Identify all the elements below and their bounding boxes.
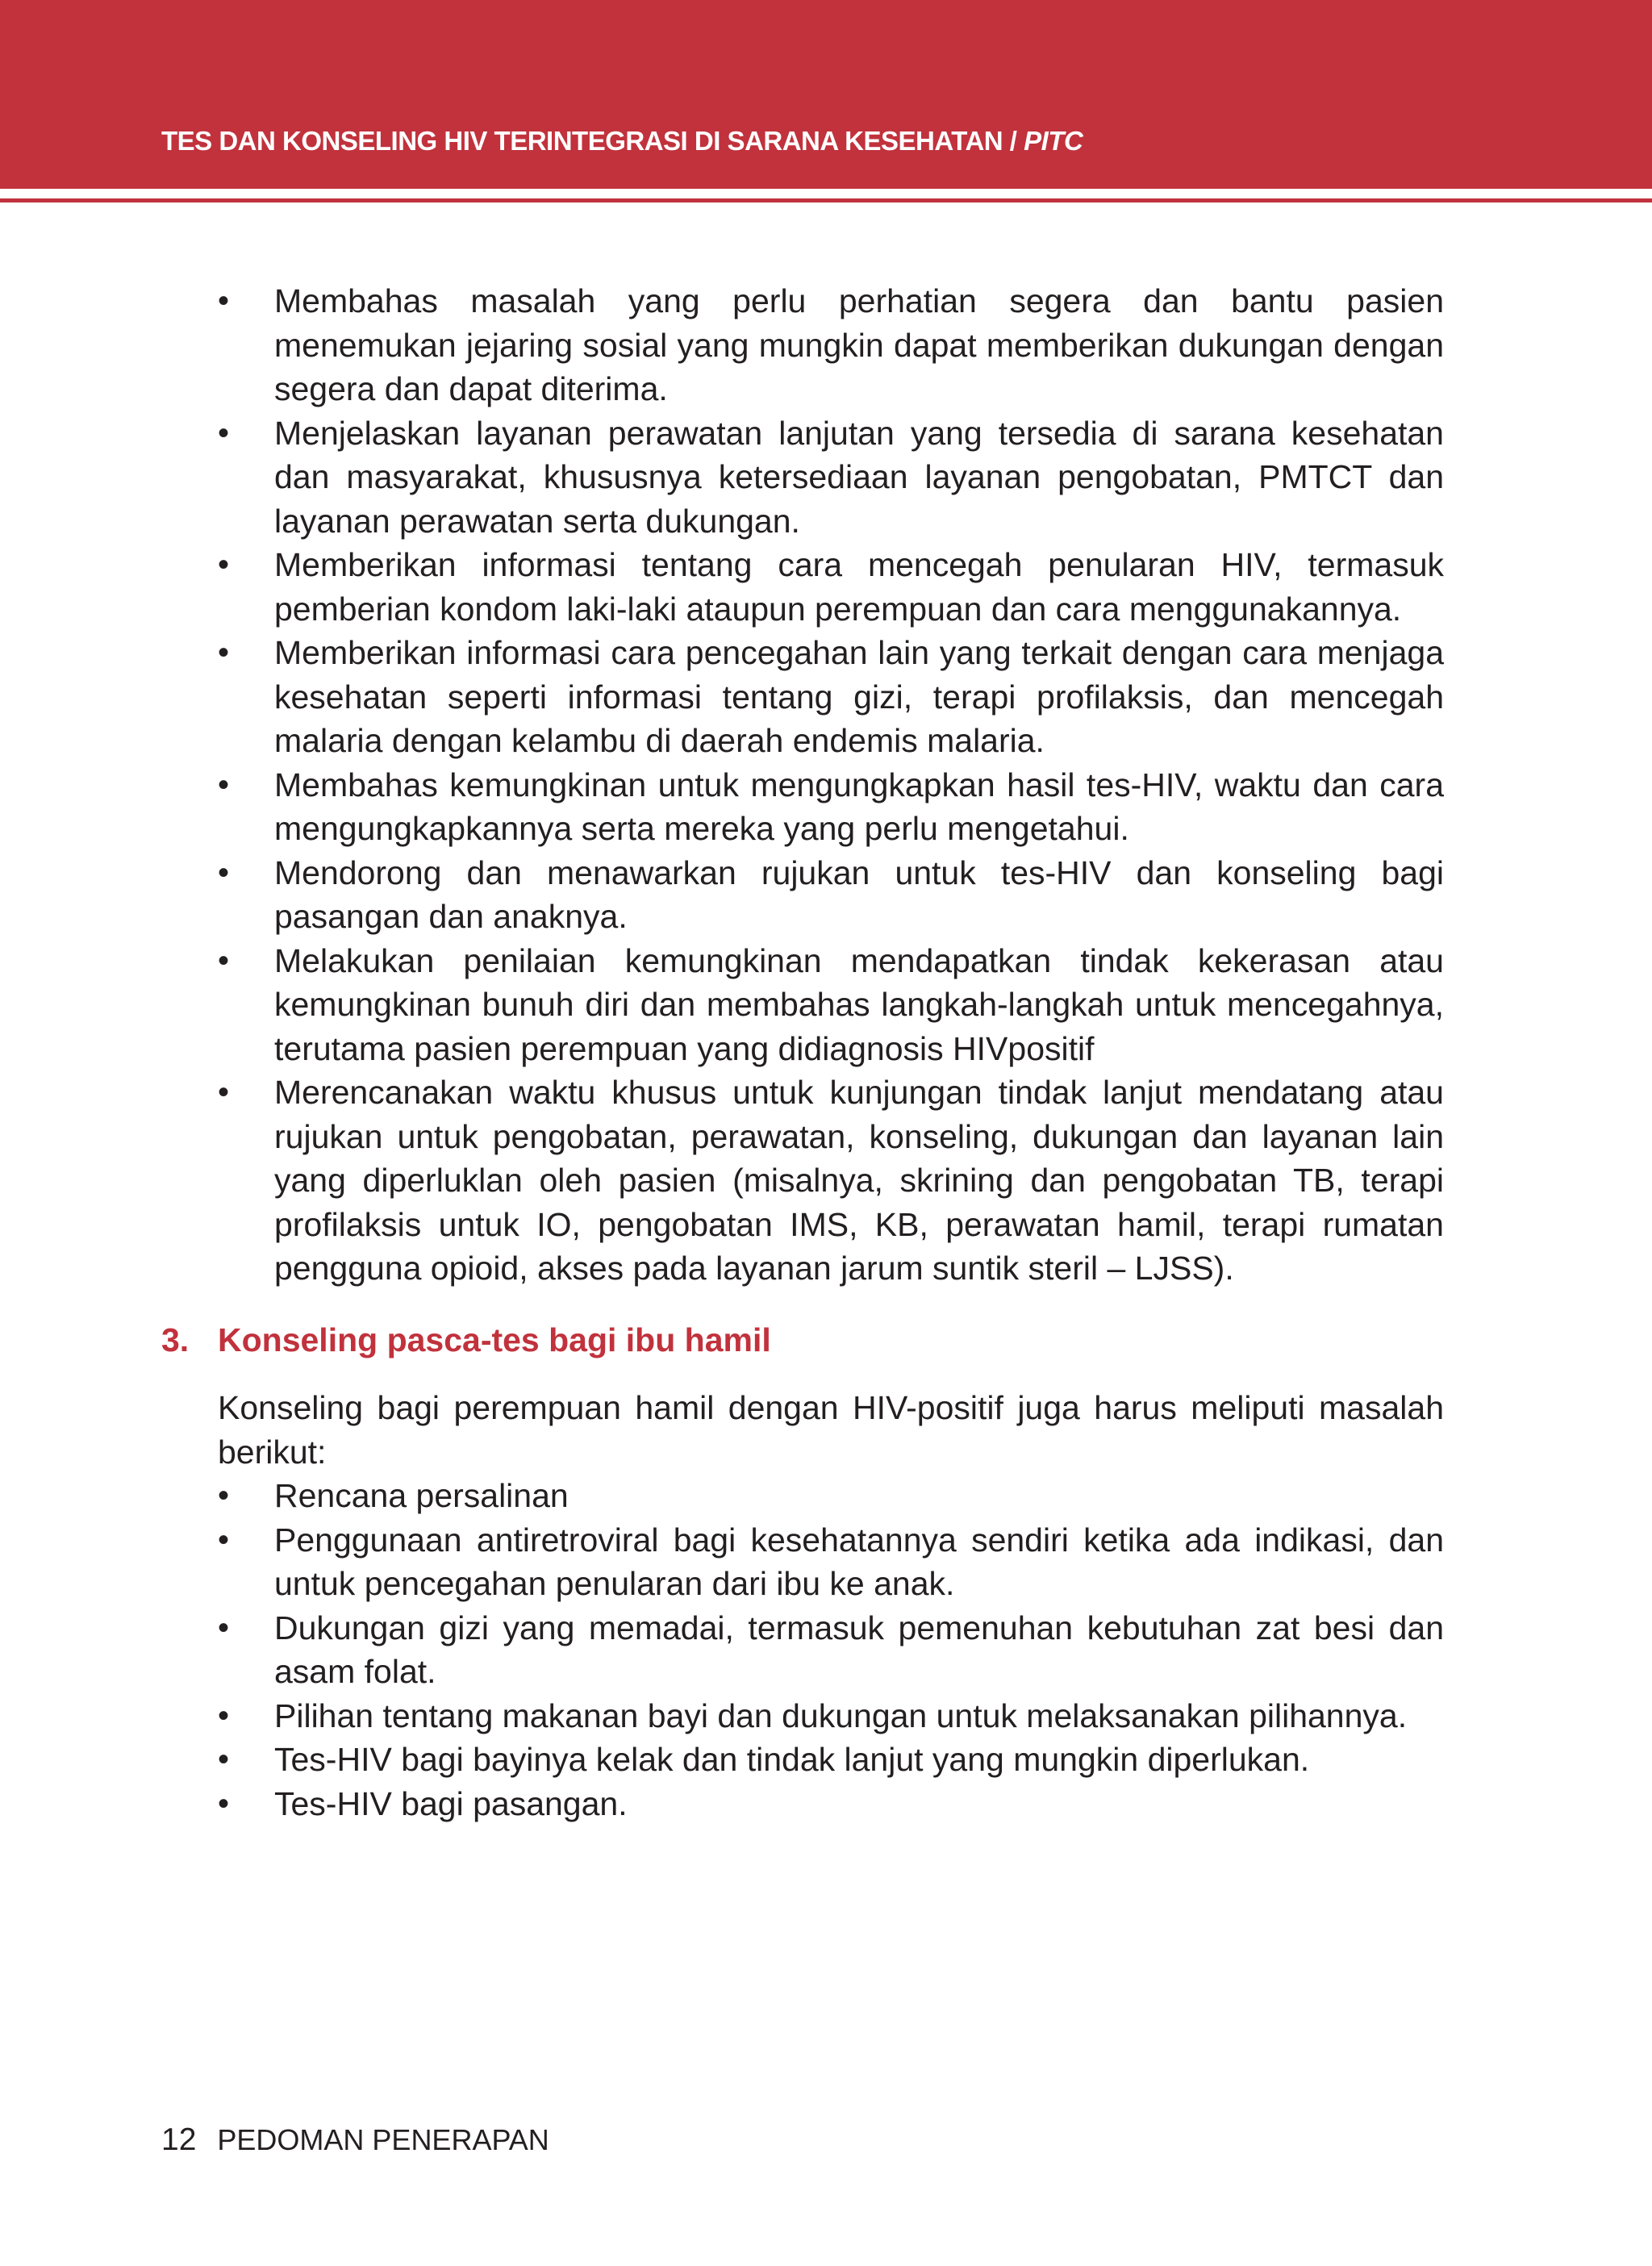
list-item: • Rencana persalinan <box>218 1474 1444 1518</box>
page-content <box>161 279 1444 1826</box>
list-item: • Mendorong dan menawarkan rujukan untuk tes-HIV dan konseling bagi pasangan dan anaknya. <box>218 851 1444 939</box>
list-item: • Tes-HIV bagi pasangan. <box>218 1782 1444 1826</box>
running-header-italic: PITC <box>1024 126 1083 156</box>
header-band <box>0 0 1652 189</box>
page-footer <box>161 2122 549 2158</box>
header-rule <box>0 198 1652 202</box>
section-number: 3. <box>161 1321 190 1358</box>
list-item: • Penggunaan antiretroviral bagi kesehatannya sendiri ketika ada indikasi, dan untuk pencegahan penularan dari ibu ke anak. <box>218 1518 1444 1606</box>
section-title: Konseling pasca-tes bagi ibu hamil <box>218 1321 771 1358</box>
list-item: • Menjelaskan layanan perawatan lanjutan yang tersedia di sarana kesehatan dan masyarakat, khususnya ketersediaan layanan pengobatan, PMTCT dan layanan perawatan serta dukungan. <box>218 411 1444 544</box>
section-intro: Konseling bagi perempuan hamil dengan HIV-positif juga harus meliputi masalah berikut: <box>218 1389 1444 1471</box>
list-item: • Memberikan informasi tentang cara mencegah penularan HIV, termasuk pemberian kondom laki-laki ataupun perempuan dan cara menggunakannya. <box>218 543 1444 631</box>
list-item: • Melakukan penilaian kemungkinan mendapatkan tindak kekerasan atau kemungkinan bunuh diri dan membahas langkah-langkah untuk mencegahnya, terutama pasien perempuan yang didiagnosis HIVpositif <box>218 939 1444 1071</box>
running-header <box>161 126 1083 156</box>
list-item: • Pilihan tentang makanan bayi dan dukungan untuk melaksanakan pilihannya. <box>218 1694 1444 1738</box>
publication-title: PEDOMAN PENERAPAN <box>217 2123 549 2156</box>
list-item: • Tes-HIV bagi bayinya kelak dan tindak lanjut yang mungkin diperlukan. <box>218 1738 1444 1782</box>
section-heading <box>161 1318 1444 1363</box>
page-number: 12 <box>161 2122 197 2157</box>
list-item: • Memberikan informasi cara pencegahan lain yang terkait dengan cara menjaga kesehatan seperti informasi tentang gizi, terapi profilaksis, dan mencegah malaria dengan kelambu di daerah endemis malaria. <box>218 631 1444 763</box>
list-item: • Dukungan gizi yang memadai, termasuk pemenuhan kebutuhan zat besi dan asam folat. <box>218 1606 1444 1694</box>
bullet-list-top <box>218 279 1444 1291</box>
list-item: • Merencanakan waktu khusus untuk kunjungan tindak lanjut mendatang atau rujukan untuk pengobatan, perawatan, konseling, dukungan dan layanan lain yang diperluklan oleh pasien (misalnya, skrining dan pengobatan TB, terapi profilaksis untuk IO, pengobatan IMS, KB, perawatan hamil, terapi rumatan pengguna opioid, akses pada layanan jarum suntik steril – LJSS). <box>218 1070 1444 1291</box>
running-header-text: TES DAN KONSELING HIV TERINTEGRASI DI SARANA KESEHATAN / <box>161 126 1024 156</box>
list-item: • Membahas masalah yang perlu perhatian segera dan bantu pasien menemukan jejaring sosial yang mungkin dapat memberikan dukungan dengan segera dan dapat diterima. <box>218 279 1444 411</box>
bullet-list-section3 <box>218 1474 1444 1826</box>
list-item: • Membahas kemungkinan untuk mengungkapkan hasil tes-HIV, waktu dan cara mengungkapkannya serta mereka yang perlu mengetahui. <box>218 763 1444 851</box>
